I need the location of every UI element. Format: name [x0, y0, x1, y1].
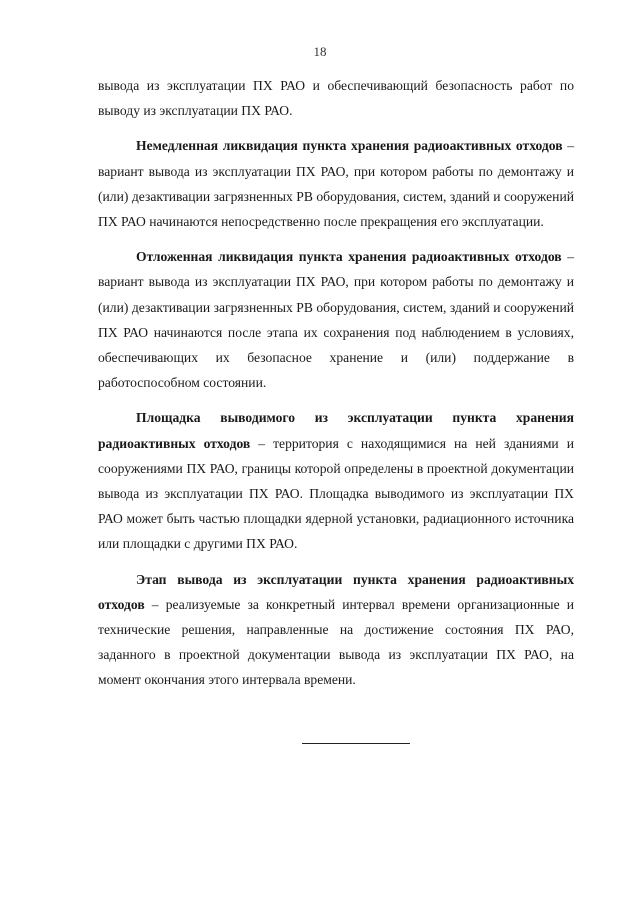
definition-term: Немедленная ликвидация пункта хранения радиоактивных отходов [136, 138, 563, 154]
document-body [98, 73, 574, 703]
definition-text: – реализуемые за конкретный интервал времени организационные и технические решения, направленные на достижение состояния ПХ РАО, заданного в проектной документации вывода из эксплуатации ПХ РАО, на момент окончания этого интервала времени. [98, 596, 574, 688]
definition-term: Этап вывода из эксплуатации пункта хранения радиоактивных отходов [98, 571, 574, 612]
definition-immediate-liquidation [98, 133, 574, 234]
definition-term: Отложенная ликвидация пункта хранения радиоактивных отходов [136, 249, 562, 265]
definition-decommissioning-stage [98, 567, 574, 693]
section-end-rule [302, 743, 410, 744]
definition-text: – вариант вывода из эксплуатации ПХ РАО, при котором работы по демонтажу и (или) дезактивации загрязненных РВ оборудования, систем, зданий и сооружений ПХ РАО начинаются непосредственно после прекращения его эксплуатации. [98, 138, 574, 230]
page-number: 18 [313, 44, 327, 59]
definition-text: – территория с находящимися на ней зданиями и сооружениями ПХ РАО, границы которой определены в проектной документации вывода из эксплуатации ПХ РАО. Площадка выводимого из эксплуатации ПХ РАО может быть частью площадки ядерной установки, радиационного источника или площадки с другими ПХ РАО. [98, 435, 574, 552]
definition-term: Площадка выводимого из эксплуатации пункта хранения радиоактивных отходов [98, 410, 574, 451]
definition-deferred-liquidation [98, 244, 574, 395]
paragraph-text: вывода из эксплуатации ПХ РАО и обеспечивающий безопасность работ по выводу из эксплуатации ПХ РАО. [98, 78, 574, 119]
definition-text: – вариант вывода из эксплуатации ПХ РАО, при котором работы по демонтажу и (или) дезактивации загрязненных РВ оборудования, систем, зданий и сооружений ПХ РАО начинаются после этапа их сохранения под наблюдением в условиях, обеспечивающих их безопасное хранение и (или) поддержание в работоспособном состоянии. [98, 249, 575, 391]
paragraph-continuation [98, 73, 574, 123]
definition-decommissioning-site [98, 405, 574, 556]
